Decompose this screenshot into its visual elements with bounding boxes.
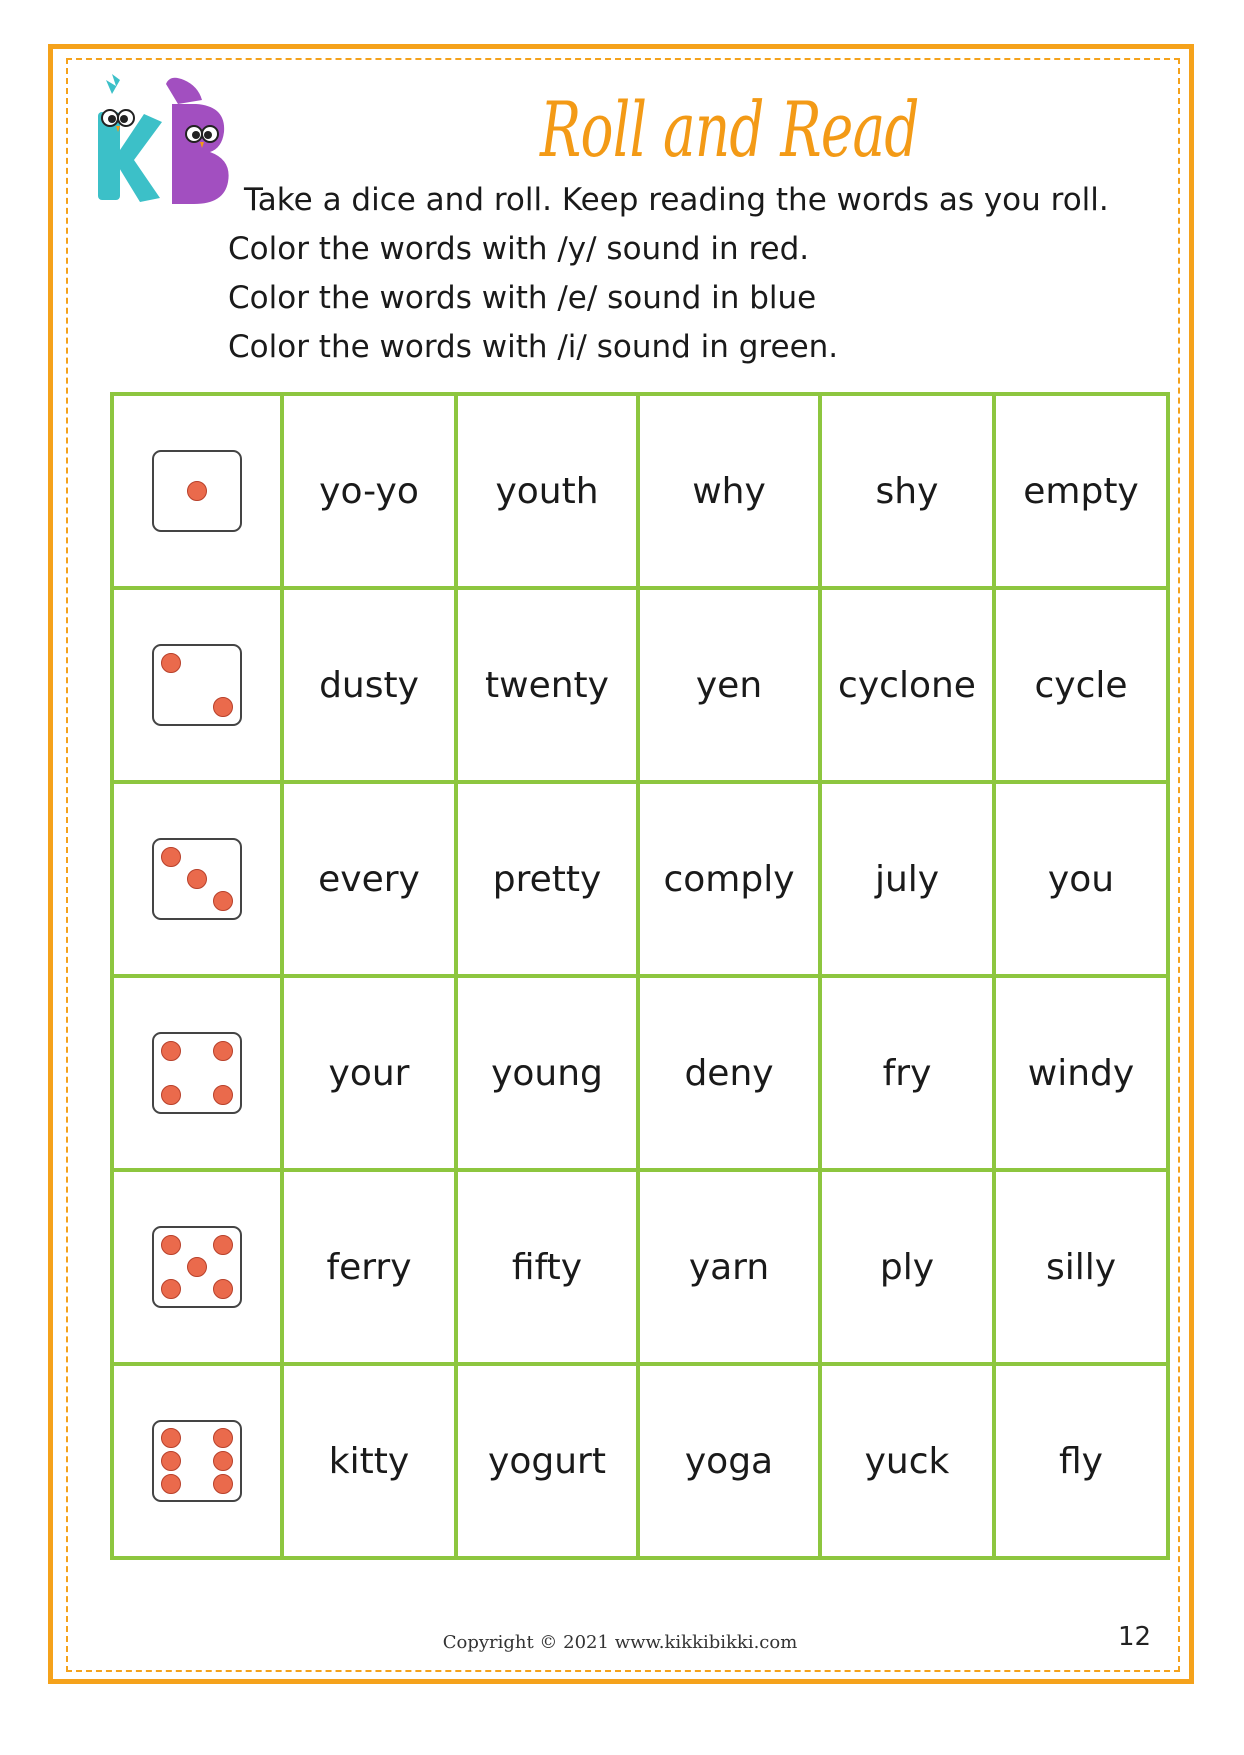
word-cell: fifty <box>456 1170 638 1364</box>
grid-row <box>112 782 1168 976</box>
dice-cell <box>112 782 282 976</box>
page-title: Roll and Read <box>540 85 919 174</box>
dice-face-5-icon <box>152 1226 242 1308</box>
grid-row <box>112 1364 1168 1558</box>
dice-cell <box>112 976 282 1170</box>
dice-pip <box>161 1041 181 1061</box>
instruction-line: Color the words with /y/ sound in red. <box>228 231 810 267</box>
dice-face-6-icon <box>152 1420 242 1502</box>
word-cell: your <box>282 976 456 1170</box>
dice-pip <box>213 1041 233 1061</box>
dice-face-3-icon <box>152 838 242 920</box>
word-cell: yogurt <box>456 1364 638 1558</box>
word-cell: yarn <box>638 1170 820 1364</box>
word-cell: cycle <box>994 588 1168 782</box>
instruction-line: Take a dice and roll. Keep reading the words as you roll. <box>244 182 1109 218</box>
instruction-line: Color the words with /i/ sound in green. <box>228 329 839 365</box>
word-cell: deny <box>638 976 820 1170</box>
word-cell: dusty <box>282 588 456 782</box>
word-cell: windy <box>994 976 1168 1170</box>
dice-pip <box>187 481 207 501</box>
dice-face-1-icon <box>152 450 242 532</box>
dice-pip <box>213 1085 233 1105</box>
word-cell: why <box>638 394 820 588</box>
dice-pip <box>187 1257 207 1277</box>
dice-cell <box>112 1170 282 1364</box>
word-cell: cyclone <box>820 588 994 782</box>
word-cell: comply <box>638 782 820 976</box>
kikkibikki-kb-logo-icon <box>86 74 246 214</box>
dice-pip <box>213 1474 233 1494</box>
dice-pip <box>161 1451 181 1471</box>
dice-pip <box>213 1451 233 1471</box>
dice-pip <box>161 1474 181 1494</box>
word-cell: yo-yo <box>282 394 456 588</box>
grid-row <box>112 976 1168 1170</box>
dice-pip <box>161 653 181 673</box>
grid-row <box>112 394 1168 588</box>
dice-pip <box>161 1085 181 1105</box>
dice-pip <box>213 697 233 717</box>
instruction-line: Color the words with /e/ sound in blue <box>228 280 817 316</box>
word-cell: fry <box>820 976 994 1170</box>
dice-cell <box>112 394 282 588</box>
word-cell: shy <box>820 394 994 588</box>
dice-pip <box>213 1428 233 1448</box>
dice-pip <box>161 1235 181 1255</box>
dice-pip <box>213 891 233 911</box>
word-cell: pretty <box>456 782 638 976</box>
dice-pip <box>161 847 181 867</box>
word-cell: yen <box>638 588 820 782</box>
word-cell: empty <box>994 394 1168 588</box>
word-cell: you <box>994 782 1168 976</box>
dice-pip <box>213 1279 233 1299</box>
word-cell: ferry <box>282 1170 456 1364</box>
word-cell: young <box>456 976 638 1170</box>
copyright-text: Copyright © 2021 www.kikkibikki.com <box>442 1632 798 1653</box>
word-cell: yuck <box>820 1364 994 1558</box>
dice-pip <box>161 1428 181 1448</box>
word-grid <box>110 392 1170 1560</box>
dice-cell <box>112 1364 282 1558</box>
word-cell: twenty <box>456 588 638 782</box>
dice-cell <box>112 588 282 782</box>
word-cell: youth <box>456 394 638 588</box>
word-cell: kitty <box>282 1364 456 1558</box>
word-cell: every <box>282 782 456 976</box>
word-cell: yoga <box>638 1364 820 1558</box>
word-cell: ply <box>820 1170 994 1364</box>
dice-face-2-icon <box>152 644 242 726</box>
word-cell: fly <box>994 1364 1168 1558</box>
word-cell: july <box>820 782 994 976</box>
grid-row <box>112 588 1168 782</box>
dice-pip <box>187 869 207 889</box>
instructions <box>228 176 1188 372</box>
dice-pip <box>161 1279 181 1299</box>
dice-face-4-icon <box>152 1032 242 1114</box>
dice-pip <box>213 1235 233 1255</box>
word-cell: silly <box>994 1170 1168 1364</box>
grid-row <box>112 1170 1168 1364</box>
page-number: 12 <box>1118 1622 1152 1652</box>
